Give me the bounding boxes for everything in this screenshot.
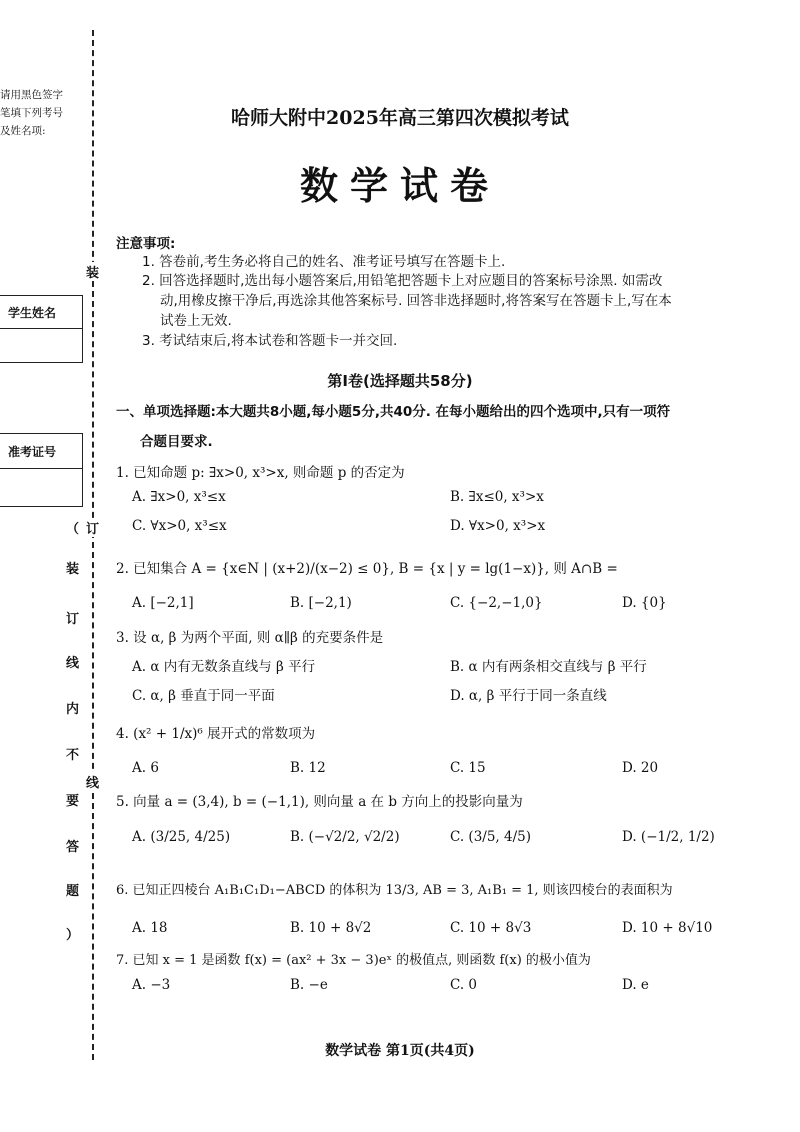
question-1-option-b: B. ∃x≤0, x³>x [450, 489, 544, 505]
question-5-option-c: C. (3/5, 4/5) [450, 829, 531, 845]
binding-mark-zhuang: 装 [86, 262, 99, 281]
question-1-stem: 1. 已知命题 p: ∃x>0, x³>x, 则命题 p 的否定为 [116, 465, 405, 481]
question-6-option-c: C. 10 + 8√3 [450, 920, 532, 936]
notice-item-2: 2. 回答选择题时,选出每小题答案后,用铅笔把答题卡上对应题目的答案标号涂黑. 如需改 [142, 273, 663, 289]
question-6-option-d: D. 10 + 8√10 [622, 920, 713, 936]
question-7-option-a: A. −3 [132, 977, 171, 993]
question-3-option-d: D. α, β 平行于同一条直线 [450, 688, 607, 704]
question-2-option-c: C. {−2,−1,0} [450, 595, 543, 611]
student-name-label: 学生姓名 [8, 306, 57, 320]
binding-mark-ding: 订 [86, 518, 99, 537]
exam-title: 哈师大附中2025年高三第四次模拟考试 [231, 107, 569, 129]
question-3-stem: 3. 设 α, β 为两个平面, 则 α∥β 的充要条件是 [116, 630, 384, 646]
binding-instruction-line-1: 请用黑色签字 [0, 89, 63, 101]
question-6-stem: 6. 已知正四棱台 A₁B₁C₁D₁−ABCD 的体积为 13/3, AB = 3, A₁B₁ = 1, 则该四棱台的表面积为 [116, 883, 673, 898]
question-3-option-c: C. α, β 垂直于同一平面 [132, 688, 275, 704]
question-4-option-b: B. 12 [290, 760, 326, 776]
question-1-option-a: A. ∃x>0, x³≤x [132, 489, 226, 505]
question-6-option-a: A. 18 [132, 920, 168, 936]
question-2-option-d: D. {0} [622, 595, 667, 611]
question-7-stem: 7. 已知 x = 1 是函数 f(x) = (ax² + 3x − 3)eˣ 的极值点, 则函数 f(x) 的极小值为 [116, 953, 591, 968]
binding-char: （ [66, 522, 80, 537]
binding-char: 答 [66, 840, 80, 855]
section-title: 第Ⅰ卷(选择题共58分) [327, 372, 473, 390]
binding-instruction-line-2: 笔填下列考号 [0, 107, 63, 119]
notice-item-2-cont: 试卷上无效. [160, 313, 232, 329]
binding-char: 要 [66, 794, 80, 809]
question-1-option-d: D. ∀x>0, x³>x [450, 518, 546, 534]
binding-mark-xian: 线 [86, 772, 99, 791]
question-4-option-a: A. 6 [132, 760, 159, 776]
notice-item-1: 1. 答卷前,考生务必将自己的姓名、准考证号填写在答题卡上. [142, 254, 506, 270]
question-5-stem: 5. 向量 a = (3,4), b = (−1,1), 则向量 a 在 b 方向上的投影向量为 [116, 794, 523, 810]
notice-heading: 注意事项: [116, 236, 176, 252]
binding-char: 线 [66, 656, 80, 671]
question-6-option-b: B. 10 + 8√2 [290, 920, 372, 936]
subject-title: 数学试卷 [299, 163, 500, 208]
section-instruction-cont: 合题目要求. [140, 434, 213, 450]
binding-char: 内 [66, 702, 80, 717]
binding-char: 题 [66, 884, 80, 899]
question-5-option-a: A. (3/25, 4/25) [132, 829, 231, 845]
binding-char: 订 [66, 612, 80, 627]
question-1-option-c: C. ∀x>0, x³≤x [132, 518, 227, 534]
section-instruction: 一、单项选择题:本大题共8小题,每小题5分,共40分. 在每小题给出的四个选项中,只有一项符 [116, 404, 671, 420]
question-5-option-d: D. (−1/2, 1/2) [622, 829, 715, 845]
binding-instruction-line-3: 及姓名项: [0, 125, 46, 137]
exam-id-label: 准考证号 [8, 445, 57, 459]
notice-item-3: 3. 考试结束后,将本试卷和答题卡一并交回. [142, 333, 398, 349]
binding-char: 装 [66, 562, 80, 577]
notice-item-2-cont: 动,用橡皮擦干净后,再选涂其他答案标号. 回答非选择题时,将答案写在答题卡上,写在本 [160, 293, 672, 309]
question-3-option-a: A. α 内有无数条直线与 β 平行 [132, 659, 316, 675]
binding-char: 不 [66, 748, 80, 763]
page-footer: 数学试卷 第1页(共4页) [325, 1043, 475, 1059]
question-2-option-b: B. [−2,1) [290, 595, 352, 611]
question-5-option-b: B. (−√2/2, √2/2) [290, 829, 400, 845]
question-7-option-c: C. 0 [450, 977, 478, 993]
question-7-option-d: D. e [622, 977, 649, 993]
question-2-option-a: A. [−2,1] [132, 595, 194, 611]
question-4-stem: 4. (x² + 1/x)⁶ 展开式的常数项为 [116, 726, 316, 742]
question-3-option-b: B. α 内有两条相交直线与 β 平行 [450, 659, 647, 675]
question-4-option-c: C. 15 [450, 760, 486, 776]
question-7-option-b: B. −e [290, 977, 328, 993]
binding-char: ） [66, 928, 80, 943]
question-2-stem: 2. 已知集合 A = {x∈N | (x+2)/(x−2) ≤ 0}, B = {x | y = lg(1−x)}, 则 A∩B = [116, 561, 618, 577]
question-4-option-d: D. 20 [622, 760, 659, 776]
